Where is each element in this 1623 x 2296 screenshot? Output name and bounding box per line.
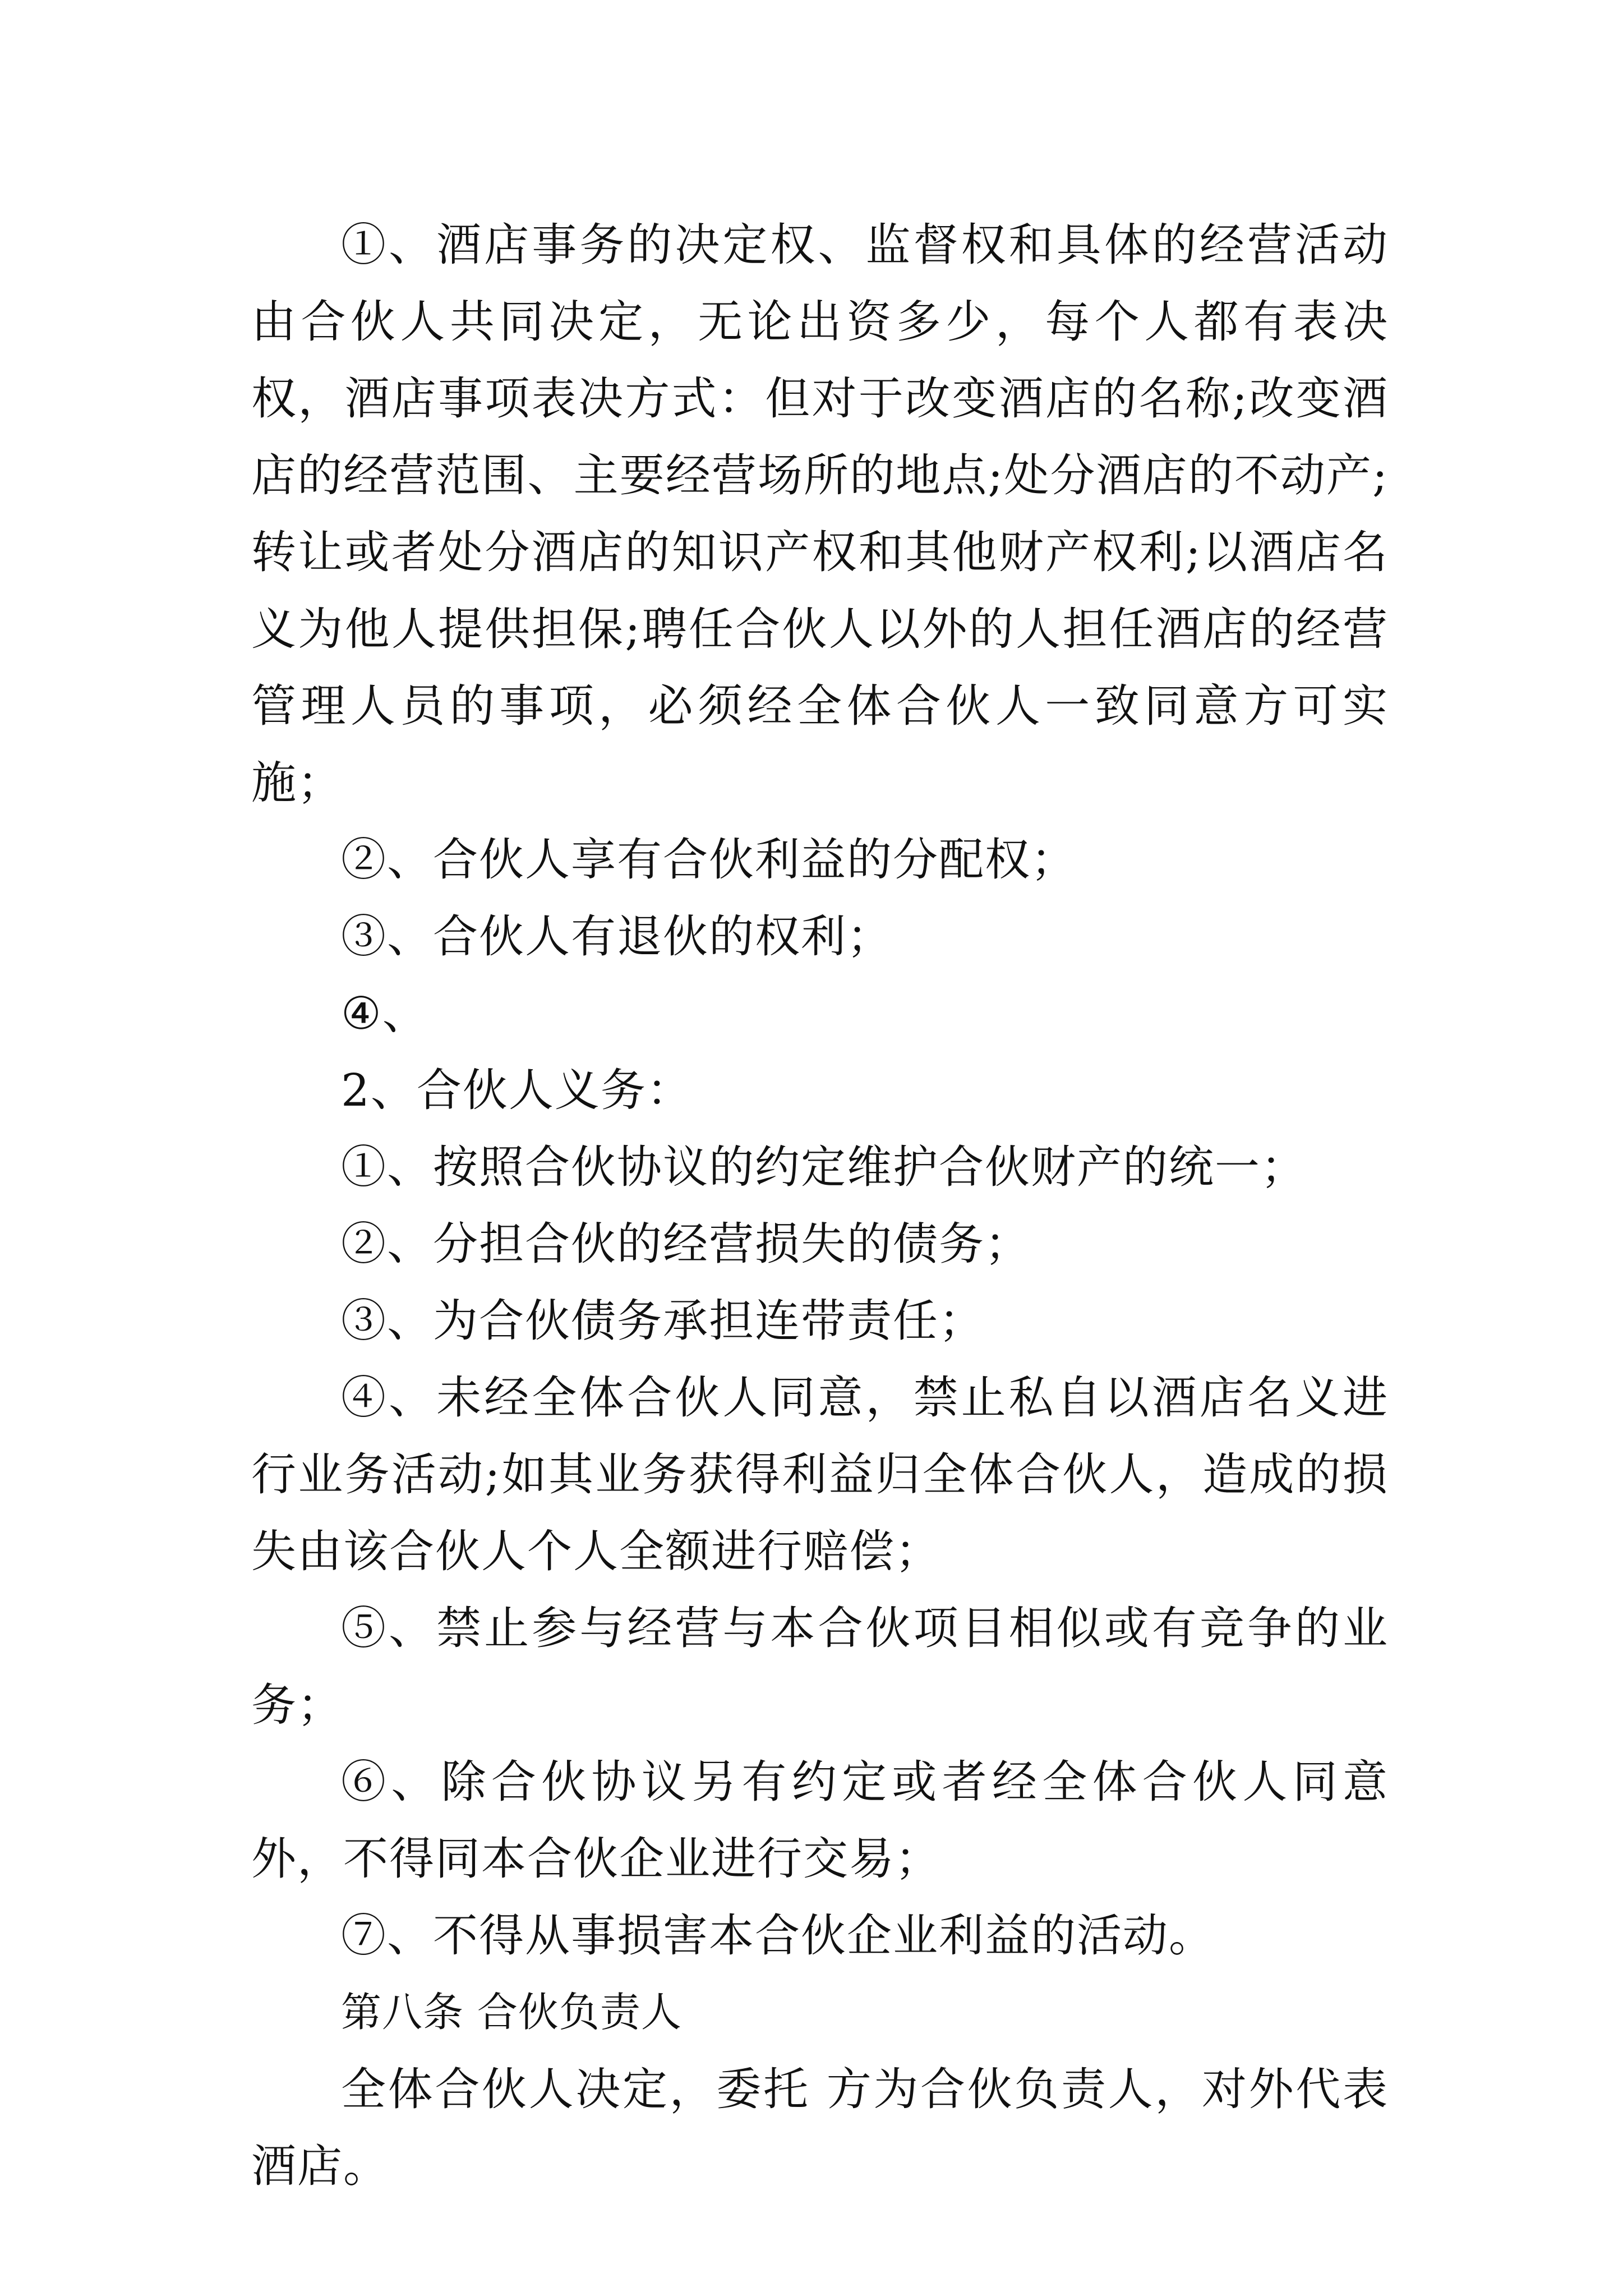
- paragraph-decision-rights: ①、酒店事务的决定权、监督权和具体的经营活动由合伙人共同决定，无论出资多少，每个人都有表决权，酒店事项表决方式：但对于改变酒店的名称;改变酒店的经营范围、主要经营场所的地点;处分酒店的不动产;转让或者处分酒店的知识产权和其他财产权利;以酒店名义为他人提供担保;聘任合伙人以外的人担任酒店的经营管理人员的事项，必须经全体合伙人一致同意方可实施；: [251, 219, 1389, 809]
- article-heading: 第八条 合伙负责人: [341, 1989, 682, 2036]
- paragraph-no-self-dealing: ⑥、除合伙协议另有约定或者经全体合伙人同意外，不得同本合伙企业进行交易；: [251, 1756, 1389, 1885]
- paragraph-responsible-partner: 全体合伙人决定，委托 方为合伙负责人，对外代表酒店。: [251, 2063, 1389, 2192]
- paragraph-share-losses: ②、分担合伙的经营损失的债务；: [341, 1218, 1031, 1270]
- paragraph-profit-distribution: ②、合伙人享有合伙利益的分配权；: [341, 834, 1077, 886]
- document-body: [251, 206, 1389, 2205]
- paragraph-joint-liability: ③、为合伙债务承担连带责任；: [341, 1295, 985, 1347]
- paragraph-maintain-property: ①、按照合伙协议的约定维护合伙财产的统一；: [341, 1141, 1307, 1193]
- paragraph-withdrawal-right: ③、合伙人有退伙的权利；: [341, 910, 893, 963]
- paragraph-obligations-title: 2、合伙人义务：: [341, 1064, 693, 1116]
- paragraph-no-harm: ⑦、不得从事损害本合伙企业利益的活动。: [341, 1910, 1215, 1962]
- paragraph-no-competition: ⑤、禁止参与经营与本合伙项目相似或有竞争的业务；: [251, 1602, 1389, 1731]
- paragraph-no-private-business: ④、未经全体合伙人同意，禁止私自以酒店名义进行业务活动;如其业务获得利益归全体合伙人，造成的损失由该合伙人个人全额进行赔偿；: [251, 1372, 1389, 1577]
- paragraph-item-4-empty: ④、: [341, 987, 428, 1039]
